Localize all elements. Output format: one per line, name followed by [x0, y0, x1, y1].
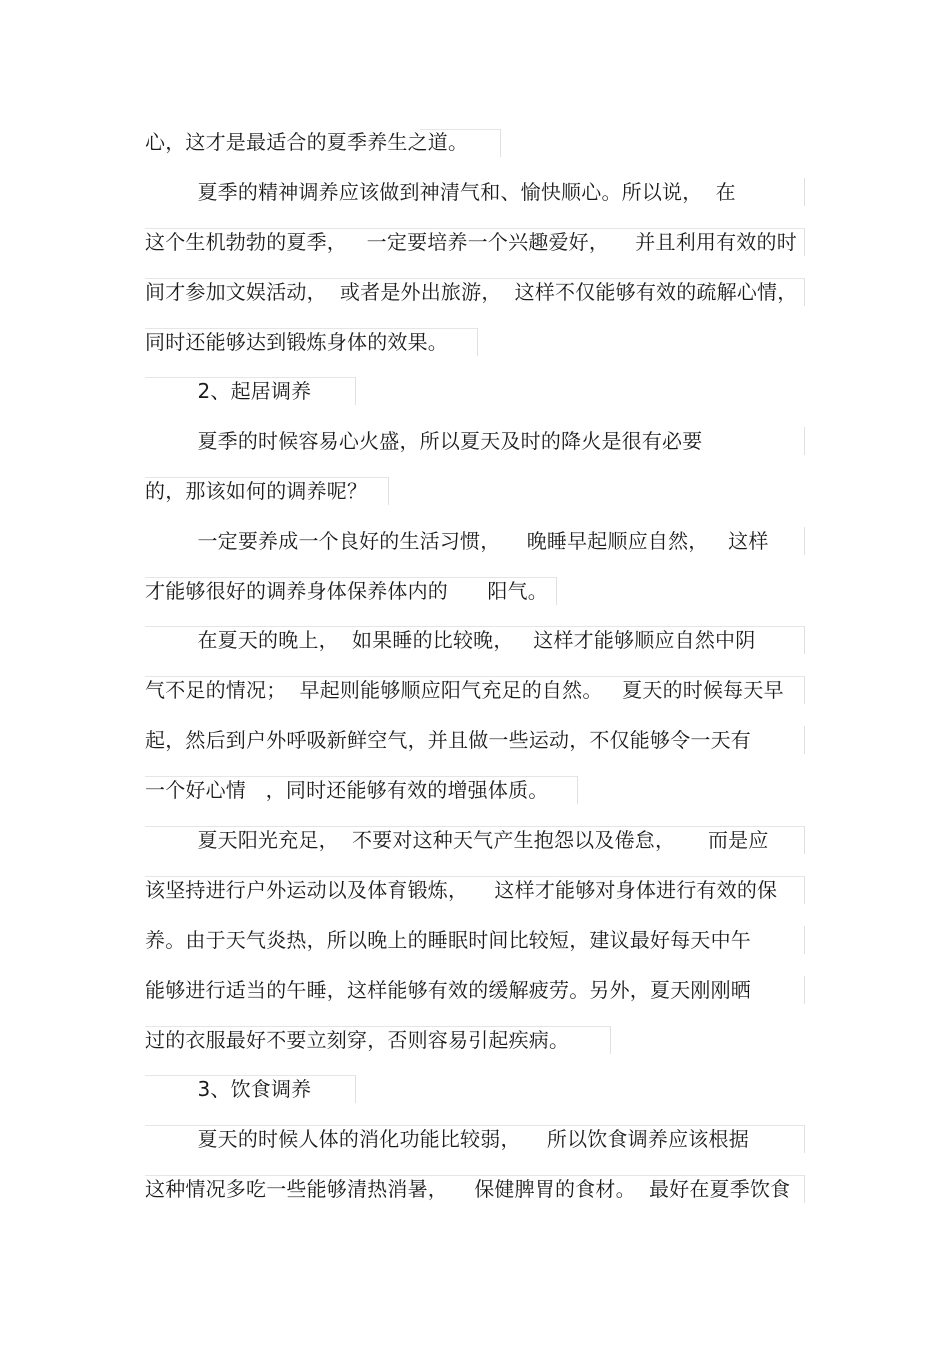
text-line: 养。由于天气炎热，所以晚上的睡眠时间比较短，建议最好每天中午 [145, 928, 751, 952]
text-line: 夏季的精神调养应该做到神清气和、愉快顺心。所以说， 在 [145, 180, 736, 204]
guide-line [145, 228, 804, 229]
text-line: 间才参加文娱活动， 或者是外出旅游， 这样不仅能够有效的疏解心情， [145, 280, 798, 304]
guide-line [804, 926, 805, 954]
guide-line [804, 178, 805, 206]
guide-line [804, 626, 805, 654]
guide-line [804, 427, 805, 455]
guide-line [145, 377, 355, 378]
guide-line [420, 129, 500, 130]
text-line: 能够进行适当的午睡，这样能够有效的缓解疲劳。另外，夏天刚刚晒 [145, 978, 751, 1002]
guide-line [145, 876, 804, 877]
text-line: 一个好心情 ，同时还能够有效的增强体质。 [145, 778, 549, 802]
text-line: 过的衣服最好不要立刻穿，否则容易引起疾病。 [145, 1028, 570, 1052]
guide-line [804, 1175, 805, 1203]
guide-line [145, 328, 477, 329]
guide-line [610, 1026, 611, 1054]
text-line: 同时还能够达到锻炼身体的效果。 [145, 330, 448, 354]
text-line: 心，这才是最适合的夏季养生之道。 [145, 130, 469, 154]
text-line: 该坚持进行户外运动以及体育锻炼， 这样才能够对身体进行有效的保 [145, 878, 778, 902]
guide-line [804, 278, 805, 306]
guide-line [145, 676, 804, 677]
guide-line [804, 826, 805, 854]
text-line: 才能够很好的调养身体保养体内的 阳气。 [145, 579, 548, 603]
guide-line [804, 726, 805, 754]
text-line: 在夏天的晚上， 如果睡的比较晚， 这样才能够顺应自然中阴 [145, 628, 756, 652]
text-line: 起，然后到户外呼吸新鲜空气，并且做一些运动，不仅能够令一天有 [145, 728, 751, 752]
guide-line [577, 776, 578, 804]
text-line: 夏天的时候人体的消化功能比较弱， 所以饮食调养应该根据 [145, 1127, 749, 1151]
guide-line [145, 278, 804, 279]
guide-line [804, 1125, 805, 1153]
guide-line [145, 626, 804, 627]
guide-line [145, 776, 577, 777]
guide-line [355, 377, 356, 405]
guide-line [145, 1075, 355, 1076]
text-line: 夏季的时候容易心火盛，所以夏天及时的降火是很有必要 [145, 429, 703, 453]
guide-line [804, 228, 805, 256]
guide-line [145, 1026, 610, 1027]
text-line: 夏天阳光充足， 不要对这种天气产生抱怨以及倦怠， 而是应 [145, 828, 769, 852]
text-line: 这种情况多吃一些能够清热消暑， 保健脾胃的食材。 最好在夏季饮食 [145, 1177, 791, 1201]
text-line: 一定要养成一个良好的生活习惯， 晚睡早起顺应自然， 这样 [145, 529, 769, 553]
guide-line [477, 328, 478, 356]
guide-line [145, 477, 388, 478]
guide-line [500, 129, 501, 157]
text-line: 的，那该如何的调养呢？ [145, 479, 368, 503]
guide-line [804, 676, 805, 704]
guide-line [145, 826, 804, 827]
guide-line [556, 577, 557, 605]
text-line: 气不足的情况； 早起则能够顺应阳气充足的自然。 夏天的时候每天早 [145, 678, 784, 702]
section-heading: 2、起居调养 [145, 379, 312, 403]
guide-line [804, 527, 805, 555]
guide-line [804, 876, 805, 904]
guide-line [145, 577, 556, 578]
guide-line [804, 976, 805, 1004]
guide-line [145, 1125, 804, 1126]
guide-line [145, 1175, 804, 1176]
text-line: 这个生机勃勃的夏季， 一定要培养一个兴趣爱好， 并且利用有效的时 [145, 230, 797, 254]
guide-line [355, 1075, 356, 1103]
section-heading: 3、饮食调养 [145, 1077, 312, 1101]
guide-line [388, 477, 389, 505]
